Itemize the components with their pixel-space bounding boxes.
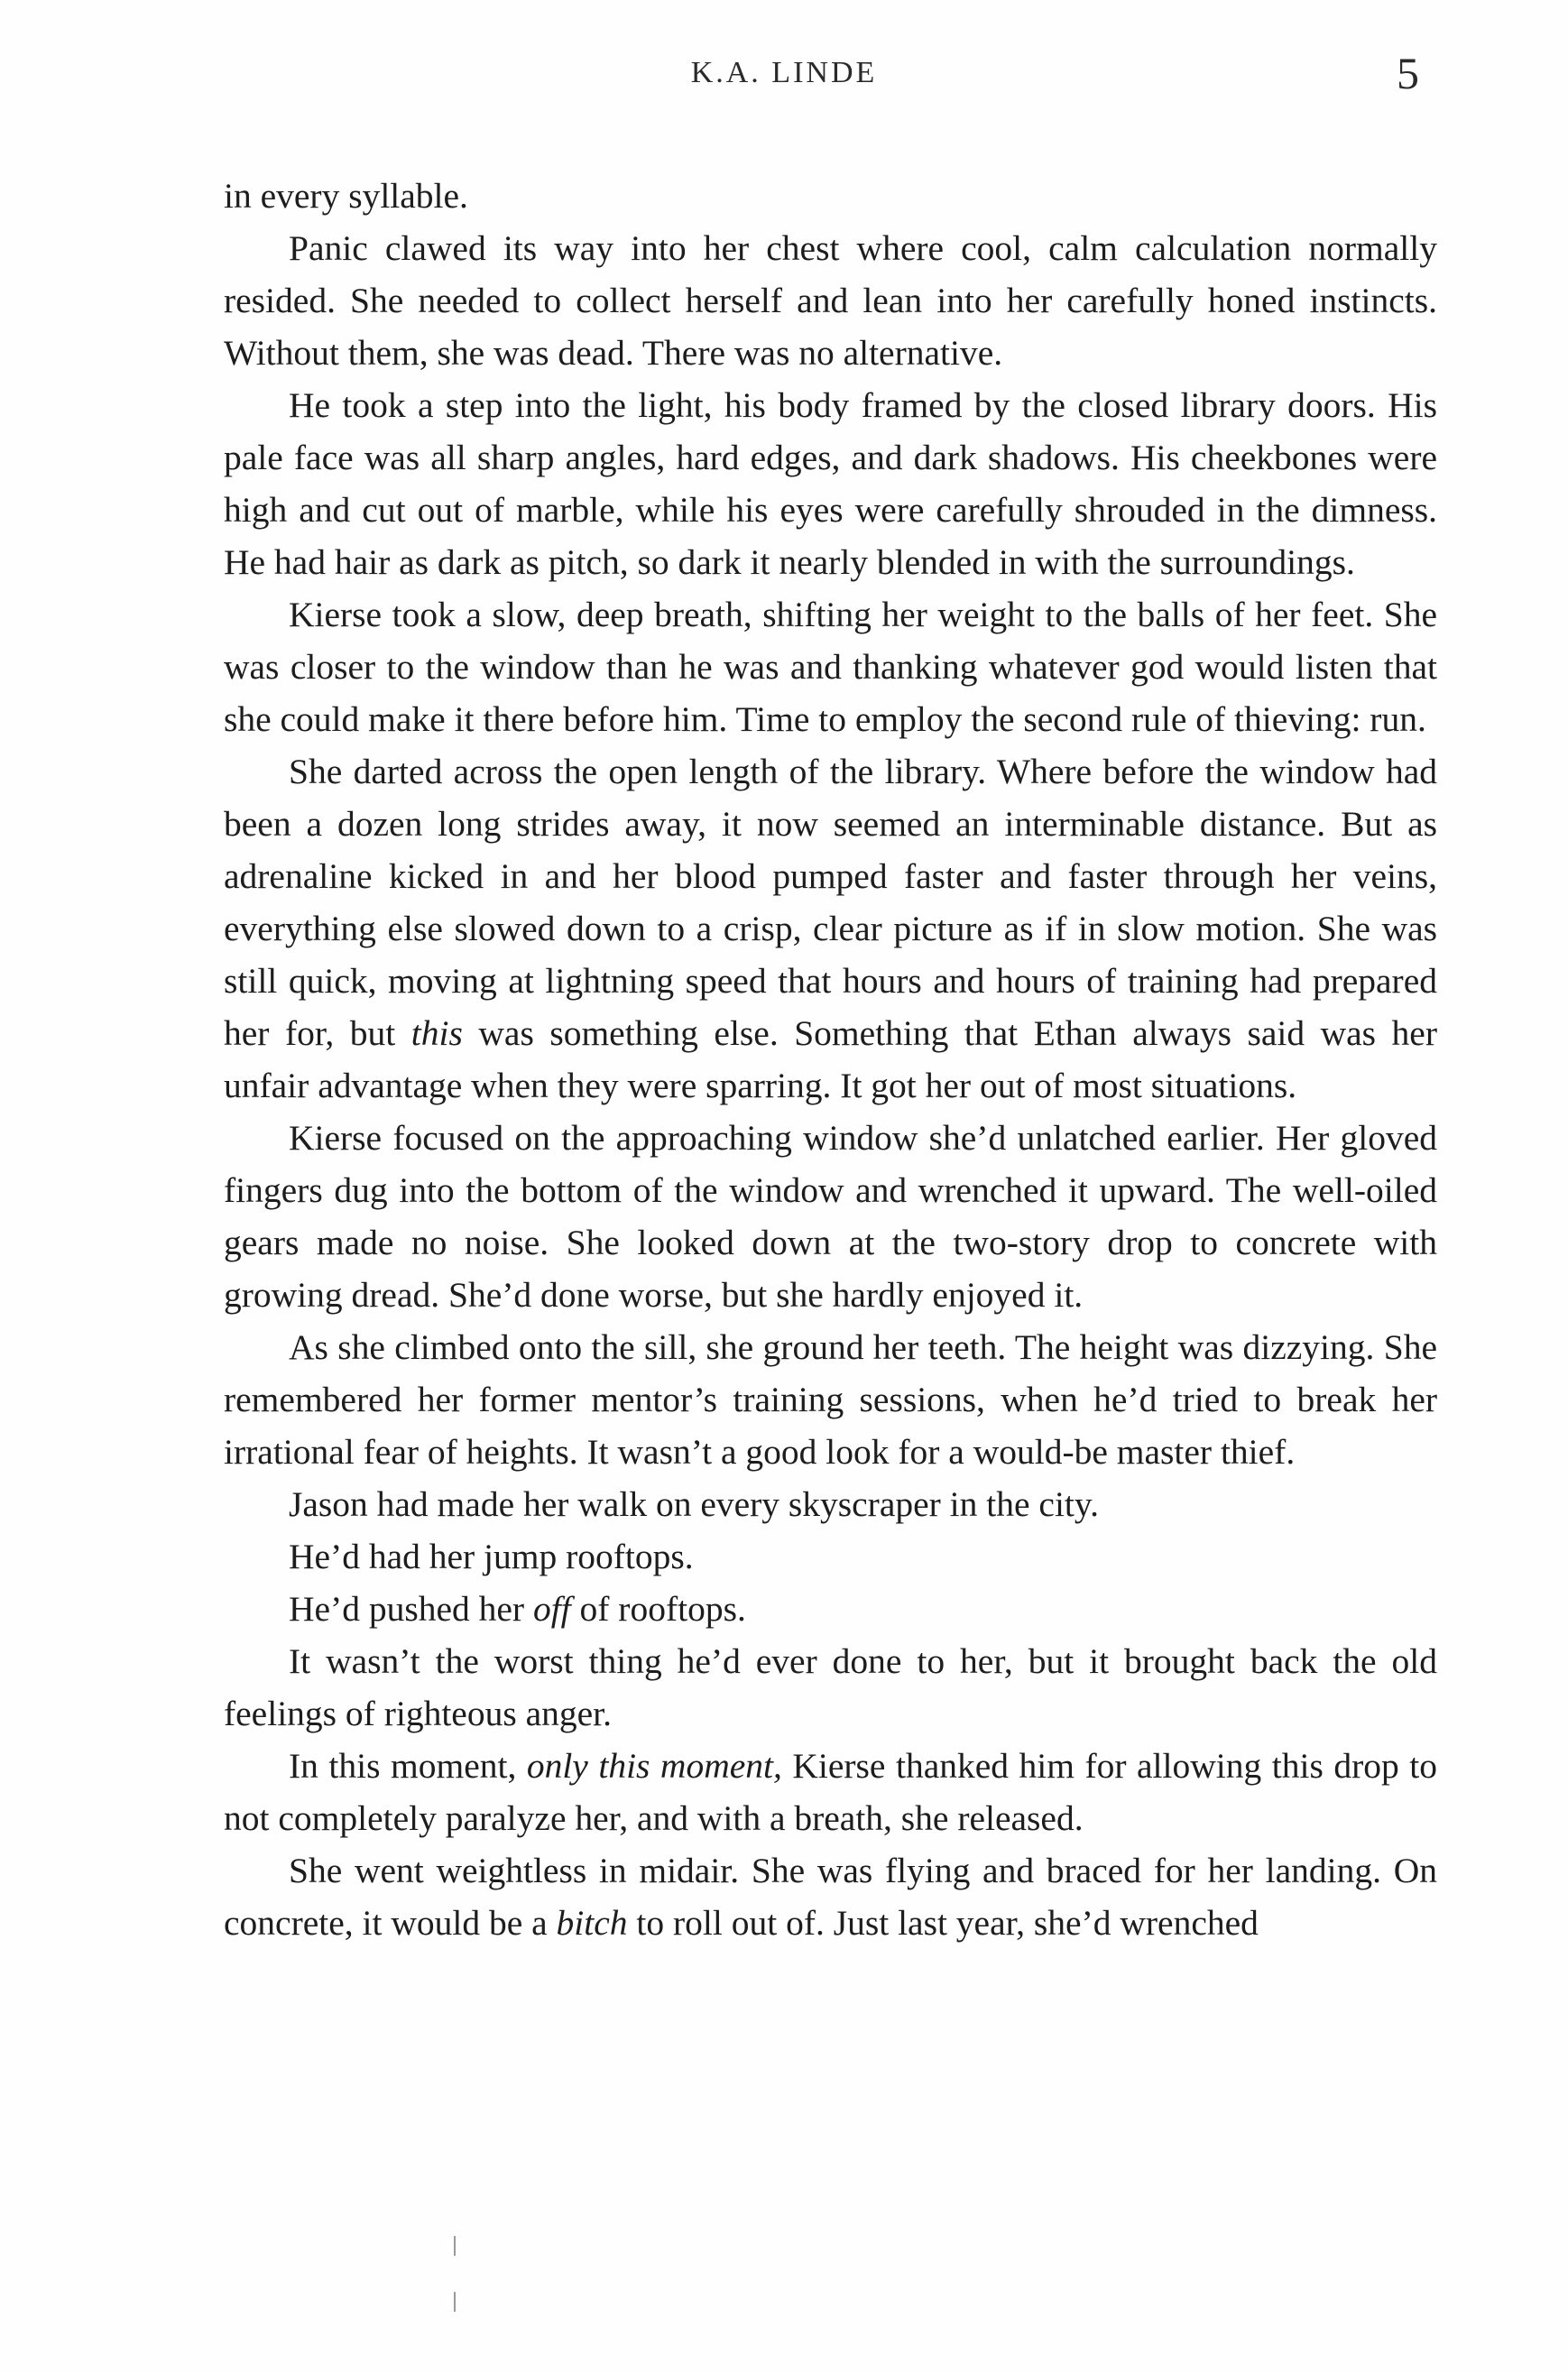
paragraph: He’d had her jump rooftops. [289,1537,694,1576]
page-number: 5 [1397,48,1419,98]
emphasis: bitch [556,1903,628,1943]
paragraph: in every syllable. [224,176,468,216]
emphasis: only this moment, [526,1746,782,1786]
scan-artifact-mark [454,2292,456,2312]
paragraph: She went weightless in midair. She was flying and braced for her landing. On concrete, it would be a bitch to roll out of. Just last year, she’d wrenched [224,1851,1437,1943]
body-text [224,170,1437,1949]
paragraph: It wasn’t the worst thing he’d ever done to her, but it brought back the old feelings of righteous anger. [224,1641,1437,1733]
paragraph: He took a step into the light, his body framed by the closed library doors. His pale face was all sharp angles, hard edges, and dark shadows. His cheekbones were high and cut out of marble, while his eyes were carefully shrouded in the dimness. He had hair as dark as pitch, so dark it nearly blended in with the surroundings. [224,385,1437,582]
paragraph: Jason had made her walk on every skyscraper in the city. [289,1484,1099,1524]
paragraph: Kierse focused on the approaching window she’d unlatched earlier. Her gloved fingers dug into the bottom of the window and wrenched it upward. The well-oiled gears made no noise. She looked down at the two-story drop to concrete with growing dread. She’d done worse, but she hardly enjoyed it. [224,1118,1437,1315]
paragraph: As she climbed onto the sill, she ground her teeth. The height was dizzying. She remembered her former mentor’s training sessions, when he’d tried to break her irrational fear of heights. It wasn’t a good look for a would-be master thief. [224,1327,1437,1472]
paragraph: Kierse took a slow, deep breath, shifting her weight to the balls of her feet. She was closer to the window than he was and thanking whatever god would listen that she could make it there before him. Time to employ the second rule of thieving: run. [224,595,1437,739]
paragraph: She darted across the open length of the library. Where before the window had been a dozen long strides away, it now seemed an interminable distance. But as adrenaline kicked in and her blood pumped faster and faster through her veins, everything else slowed down to a crisp, clear picture as if in slow motion. She was still quick, moving at lightning speed that hours and hours of training had prepared her for, but this was something else. Something that Ethan always said was her unfair advantage when they were sparring. It got her out of most situations. [224,752,1437,1105]
scan-artifact-mark [454,2236,456,2256]
paragraph: Panic clawed its way into her chest where cool, calm calculation normally resided. She needed to collect herself and lean into her carefully honed instincts. Without them, she was dead. There was no alternative. [224,228,1437,373]
running-head: K.A. LINDE [690,56,878,89]
emphasis: this [410,1013,463,1053]
emphasis: off [532,1589,571,1629]
paragraph: He’d pushed her off of rooftops. [289,1589,746,1629]
paragraph: In this moment, only this moment, Kierse thanked him for allowing this drop to not completely paralyze her, and with a breath, she released. [224,1746,1437,1838]
